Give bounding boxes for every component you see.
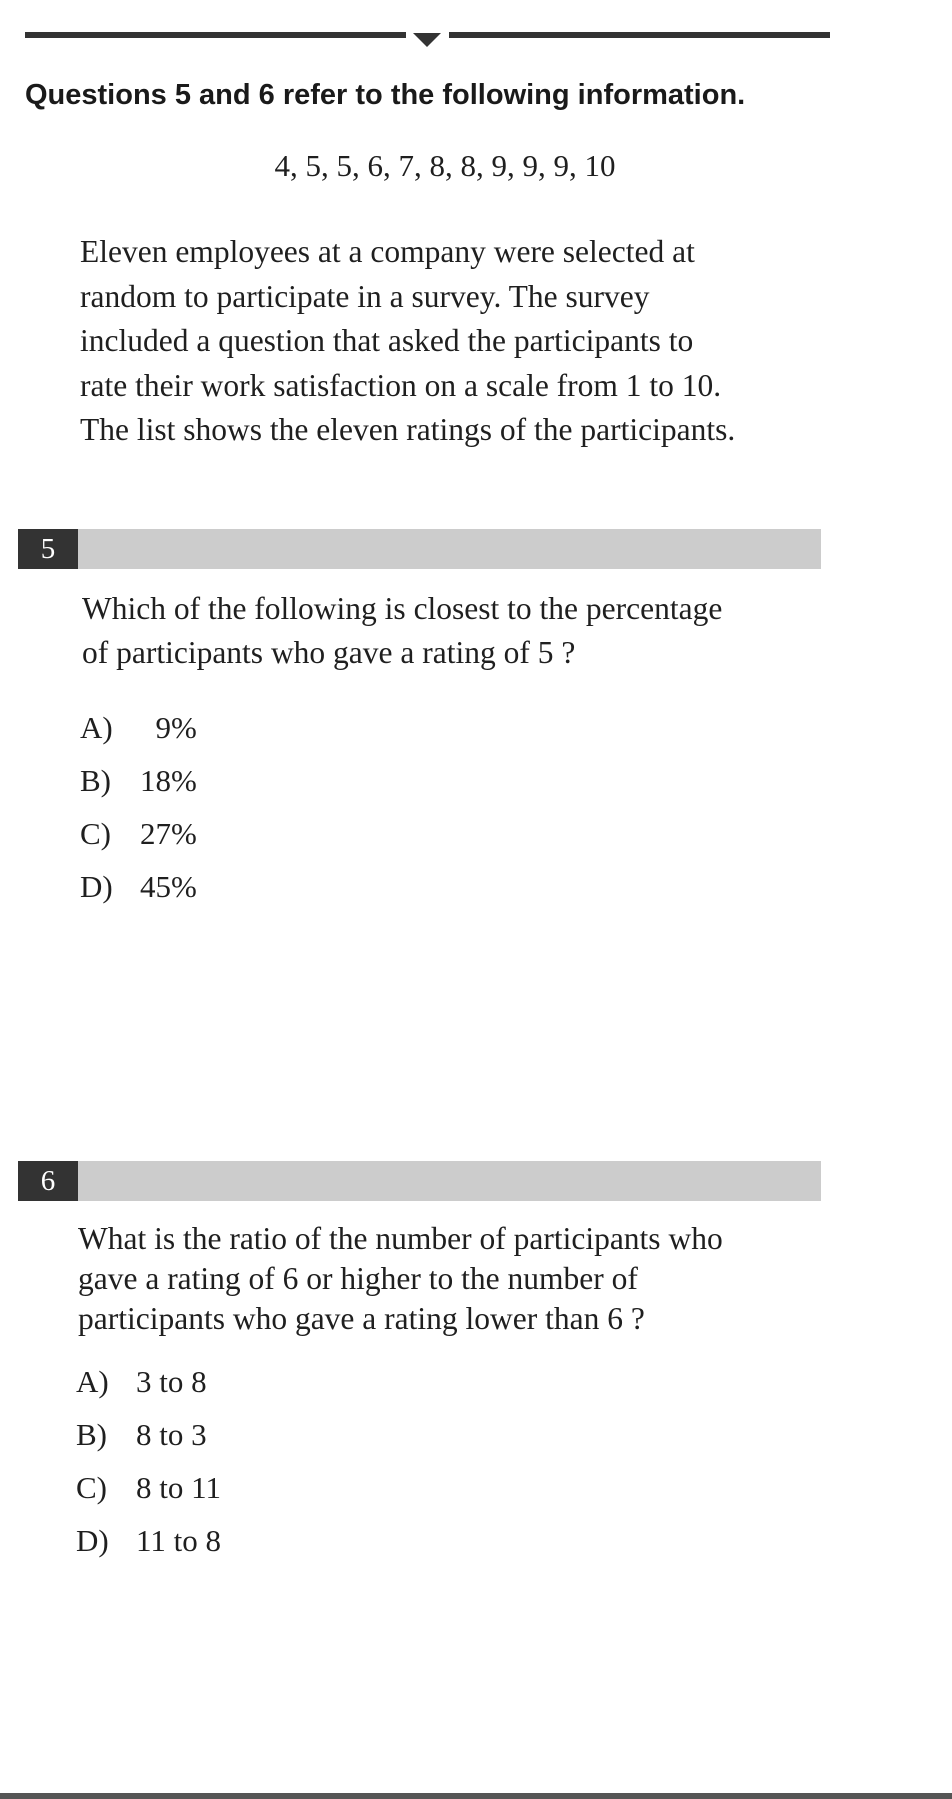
question-5-choices [80,710,197,922]
choice-text: 11 to 8 [136,1523,221,1558]
passage-line: rate their work satisfaction on a scale from 1 to 10. [80,367,722,403]
question-6-choices [76,1364,221,1576]
top-rule-left [25,32,406,38]
choice-d[interactable] [76,1523,221,1576]
top-rule-right [449,32,830,38]
choice-text: 45% [140,869,197,904]
question-line: participants who gave a rating lower than 6 ? [78,1301,645,1336]
question-number: 5 [18,529,78,569]
choice-letter: A) [76,1364,109,1399]
question-5-header [18,529,821,569]
passage-line: Eleven employees at a company were selected at [80,234,695,269]
question-line: of participants who gave a rating of 5 ? [82,635,576,670]
question-number: 6 [18,1161,78,1201]
choice-text: 18% [140,763,197,798]
section-heading: Questions 5 and 6 refer to the following information. [25,79,746,111]
choice-a[interactable] [76,1364,221,1417]
question-6-text [78,1219,818,1339]
question-5-text [82,587,822,675]
choice-a[interactable] [80,710,197,763]
passage [80,230,820,453]
choice-letter: B) [76,1417,107,1452]
choice-d[interactable] [80,869,197,922]
passage-line: The list shows the eleven ratings of the participants. [80,412,736,447]
choice-text: 8 to 3 [136,1417,207,1452]
question-6-header [18,1161,821,1201]
choice-letter: D) [76,1523,109,1558]
bottom-bar [0,1793,952,1799]
choice-letter: B) [80,763,111,798]
ratings-list: 4, 5, 5, 6, 7, 8, 8, 9, 9, 9, 10 [274,148,616,183]
choice-letter: C) [76,1470,107,1505]
passage-line: random to participate in a survey. The survey [80,278,650,314]
choice-b[interactable] [76,1417,221,1470]
triangle-down-icon [413,33,441,47]
choice-letter: D) [80,869,113,904]
choice-text: 8 to 11 [136,1470,221,1505]
question-line: gave a rating of 6 or higher to the number of [78,1261,638,1296]
choice-letter: A) [80,710,113,745]
choice-text: 27% [140,816,197,851]
choice-b[interactable] [80,763,197,816]
passage-line: included a question that asked the participants to [80,323,694,358]
choice-c[interactable] [76,1470,221,1523]
choice-text: 9% [140,710,197,745]
choice-letter: C) [80,816,111,851]
question-line: What is the ratio of the number of participants who [78,1221,723,1256]
choice-text: 3 to 8 [136,1364,207,1399]
choice-c[interactable] [80,816,197,869]
question-line: Which of the following is closest to the percentage [82,591,723,626]
